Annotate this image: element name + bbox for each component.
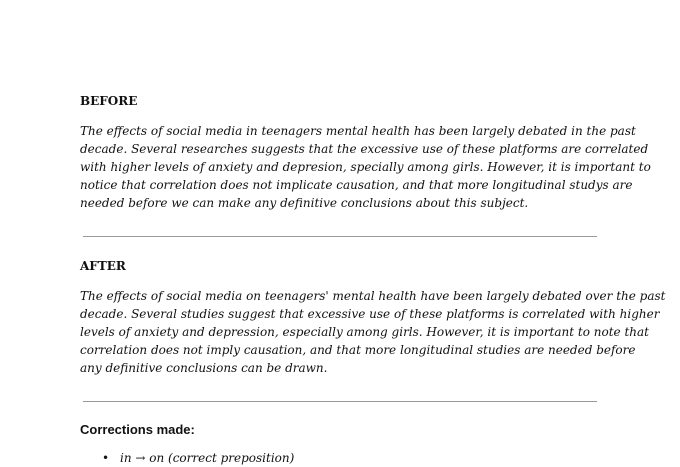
before-line-2: decade. Several researches suggests that the excessive use of these platforms are correlated xyxy=(80,142,649,156)
bullet-icon: • xyxy=(102,451,110,465)
before-heading: BEFORE xyxy=(80,94,138,108)
after-paragraph xyxy=(80,287,666,377)
after-line-1: The effects of social media on teenagers' mental health have been largely debated over the past xyxy=(80,289,666,303)
before-paragraph xyxy=(80,122,651,212)
after-line-2: decade. Several studies suggest that excessive use of these platforms is correlated with higher xyxy=(80,307,660,321)
section-divider xyxy=(83,236,597,237)
section-divider xyxy=(83,401,597,402)
after-line-4: correlation does not imply causation, and that more longitudinal studies are needed before xyxy=(80,343,636,357)
corrections-heading: Corrections made: xyxy=(80,422,195,437)
after-line-5: any definitive conclusions can be drawn. xyxy=(80,361,328,375)
after-line-3: levels of anxiety and depression, especially among girls. However, it is important to note that xyxy=(80,325,649,339)
before-line-1: The effects of social media in teenagers mental health has been largely debated in the past xyxy=(80,124,636,138)
correction-item xyxy=(80,449,294,467)
correction-text: in → on (correct preposition) xyxy=(120,451,295,465)
before-line-3: with higher levels of anxiety and depresion, specially among girls. However, it is important to xyxy=(80,160,651,174)
after-heading: AFTER xyxy=(80,259,126,273)
before-line-4: notice that correlation does not implicate causation, and that more longitudinal studys are xyxy=(80,178,633,192)
corrections-list xyxy=(80,449,294,467)
before-line-5: needed before we can make any definitive conclusions about this subject. xyxy=(80,196,529,210)
